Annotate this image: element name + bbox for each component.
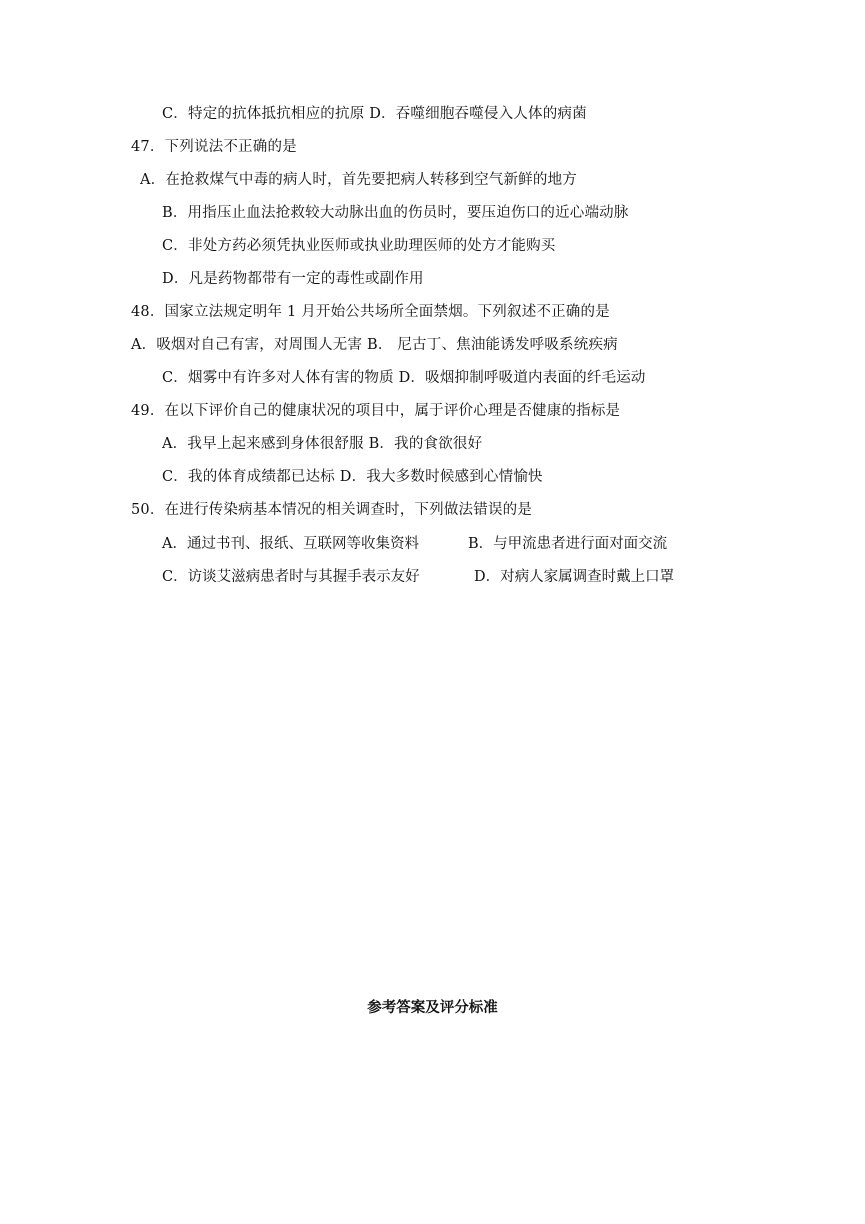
q49-stem: 49．在以下评价自己的健康状况的项目中，属于评价心理是否健康的指标是 bbox=[131, 403, 621, 419]
q50-option-c: C．访谈艾滋病患者时与其握手表示友好 bbox=[162, 569, 420, 585]
q47-option-c: C．非处方药必须凭执业医师或执业助理医师的处方才能购买 bbox=[162, 238, 556, 254]
q48-stem: 48．国家立法规定明年 1 月开始公共场所全面禁烟。下列叙述不正确的是 bbox=[131, 304, 610, 320]
q49-options-a-b: A．我早上起来感到身体很舒服 B．我的食欲很好 bbox=[162, 436, 483, 452]
q47-stem: 47．下列说法不正确的是 bbox=[131, 139, 297, 155]
q48-options-a-b: A．吸烟对自己有害，对周围人无害 B． 尼古丁、焦油能诱发呼吸系统疾病 bbox=[131, 337, 618, 353]
answer-key-heading: 参考答案及评分标准 bbox=[367, 1000, 498, 1016]
q49-options-c-d: C．我的体育成绩都已达标 D．我大多数时候感到心情愉快 bbox=[162, 469, 543, 485]
q50-option-b: B．与甲流患者进行面对面交流 bbox=[468, 536, 668, 552]
q50-option-d: D．对病人家属调查时戴上口罩 bbox=[474, 569, 675, 585]
q50-option-a: A．通过书刊、报纸、互联网等收集资料 bbox=[162, 536, 419, 552]
q47-option-b: B．用指压止血法抢救较大动脉出血的伤员时，要压迫伤口的近心端动脉 bbox=[162, 205, 629, 221]
q46-options-c-d: C．特定的抗体抵抗相应的抗原 D．吞噬细胞吞噬侵入人体的病菌 bbox=[162, 106, 587, 122]
q50-stem: 50．在进行传染病基本情况的相关调查时，下列做法错误的是 bbox=[131, 502, 533, 518]
q47-option-a: A．在抢救煤气中毒的病人时，首先要把病人转移到空气新鲜的地方 bbox=[140, 172, 577, 188]
q48-options-c-d: C．烟雾中有许多对人体有害的物质 D．吸烟抑制呼吸道内表面的纤毛运动 bbox=[162, 370, 646, 386]
q47-option-d: D．凡是药物都带有一定的毒性或副作用 bbox=[162, 271, 424, 287]
